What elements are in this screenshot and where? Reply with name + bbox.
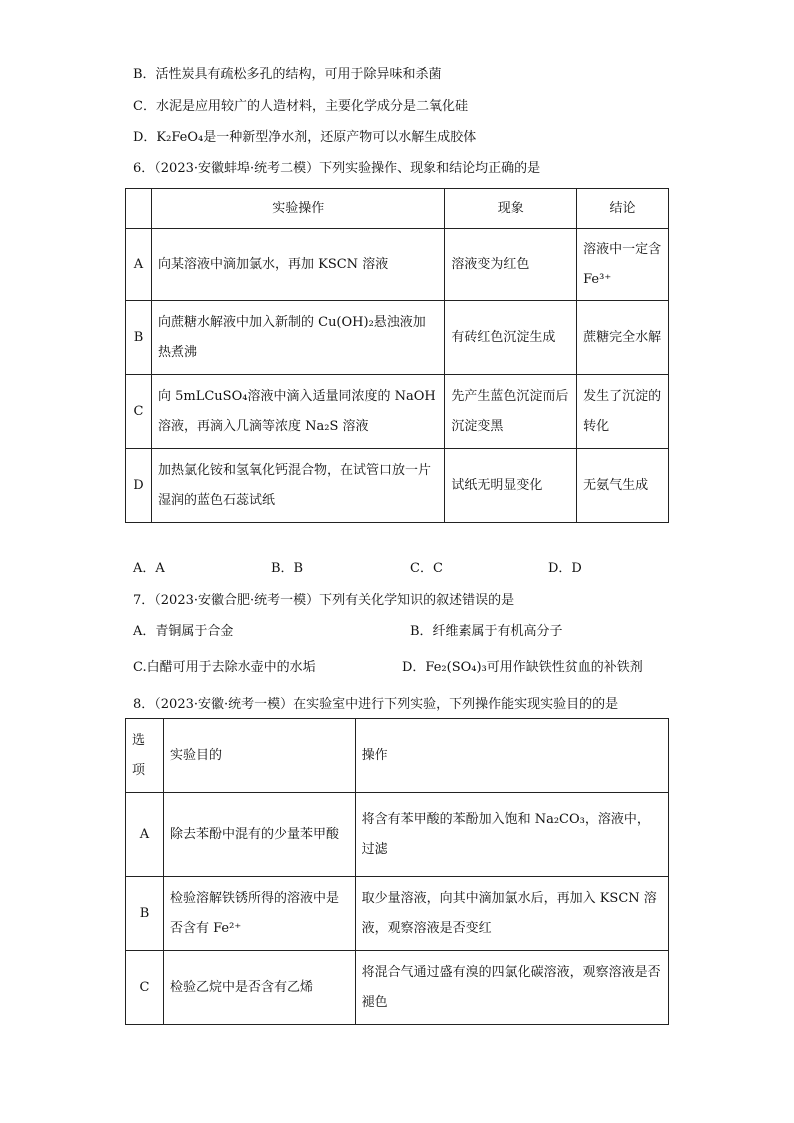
goal-cell: 检验溶解铁锈所得的溶液中是否含有 Fe²⁺	[163, 877, 355, 951]
q5-option-b: B．活性炭具有疏松多孔的结构，可用于除异味和杀菌	[133, 67, 442, 82]
row-label: A	[126, 229, 152, 301]
conclusion-cell: 无氨气生成	[577, 449, 669, 523]
q7-stem: 7．（2023·安徽合肥·统考一模）下列有关化学知识的叙述错误的是	[133, 593, 515, 608]
operation-cell: 向蔗糖水解液中加入新制的 Cu(OH)₂悬浊液加热煮沸	[151, 301, 444, 375]
q8-table	[125, 718, 669, 1025]
conclusion-cell: 发生了沉淀的转化	[577, 375, 669, 449]
header-cell: 实验操作	[151, 189, 444, 229]
operation-cell: 加热氯化铵和氢氧化钙混合物，在试管口放一片湿润的蓝色石蕊试纸	[151, 449, 444, 523]
header-cell: 操作	[355, 719, 668, 793]
phenomenon-cell: 先产生蓝色沉淀而后沉淀变黑	[445, 375, 577, 449]
q7-option-b: B．纤维素属于有机高分子	[410, 624, 563, 639]
table-header-row	[126, 719, 669, 793]
q6-stem: 6．（2023·安徽蚌埠·统考二模）下列实验操作、现象和结论均正确的是	[133, 161, 541, 176]
q6-option-a: A．A	[133, 561, 165, 576]
q6-table	[125, 188, 669, 523]
row-label: A	[126, 793, 164, 877]
row-label: C	[126, 951, 164, 1025]
q6-option-d: D．D	[548, 561, 582, 576]
header-cell: 现象	[445, 189, 577, 229]
table-row	[126, 951, 669, 1025]
operation-cell: 向 5mLCuSO₄溶液中滴入适量同浓度的 NaOH 溶液，再滴入几滴等浓度 Na₂S 溶液	[151, 375, 444, 449]
header-cell: 实验目的	[163, 719, 355, 793]
goal-cell: 除去苯酚中混有的少量苯甲酸	[163, 793, 355, 877]
row-label: C	[126, 375, 152, 449]
phenomenon-cell: 试纸无明显变化	[445, 449, 577, 523]
operation-cell: 取少量溶液，向其中滴加氯水后，再加入 KSCN 溶液，观察溶液是否变红	[355, 877, 668, 951]
conclusion-cell: 溶液中一定含 Fe³⁺	[577, 229, 669, 301]
table-row	[126, 877, 669, 951]
table-row	[126, 229, 669, 301]
row-label: B	[126, 877, 164, 951]
table-header-row	[126, 189, 669, 229]
operation-cell: 向某溶液中滴加氯水，再加 KSCN 溶液	[151, 229, 444, 301]
goal-cell: 检验乙烷中是否含有乙烯	[163, 951, 355, 1025]
q8-stem: 8．（2023·安徽·统考一模）在实验室中进行下列实验，下列操作能实现实验目的的是	[133, 697, 619, 712]
q7-option-a: A．青铜属于合金	[133, 624, 234, 639]
table-row	[126, 375, 669, 449]
q6-option-b: B．B	[271, 561, 304, 576]
operation-cell: 将含有苯甲酸的苯酚加入饱和 Na₂CO₃，溶液中，过滤	[355, 793, 668, 877]
q5-option-d: D．K₂FeO₄是一种新型净水剂，还原产物可以水解生成胶体	[133, 130, 477, 145]
q6-option-c: C．C	[410, 561, 443, 576]
header-cell: 选项	[126, 719, 164, 793]
q7-option-c: C.白醋可用于去除水壶中的水垢	[133, 660, 316, 675]
phenomenon-cell: 有砖红色沉淀生成	[445, 301, 577, 375]
header-cell	[126, 189, 152, 229]
row-label: B	[126, 301, 152, 375]
q7-option-d: D．Fe₂(SO₄)₃可用作缺铁性贫血的补铁剂	[402, 660, 643, 675]
phenomenon-cell: 溶液变为红色	[445, 229, 577, 301]
header-cell: 结论	[577, 189, 669, 229]
table-row	[126, 449, 669, 523]
operation-cell: 将混合气通过盛有溴的四氯化碳溶液，观察溶液是否褪色	[355, 951, 668, 1025]
row-label: D	[126, 449, 152, 523]
table-row	[126, 301, 669, 375]
table-row	[126, 793, 669, 877]
q5-option-c: C．水泥是应用较广的人造材料，主要化学成分是二氧化硅	[133, 99, 468, 114]
conclusion-cell: 蔗糖完全水解	[577, 301, 669, 375]
